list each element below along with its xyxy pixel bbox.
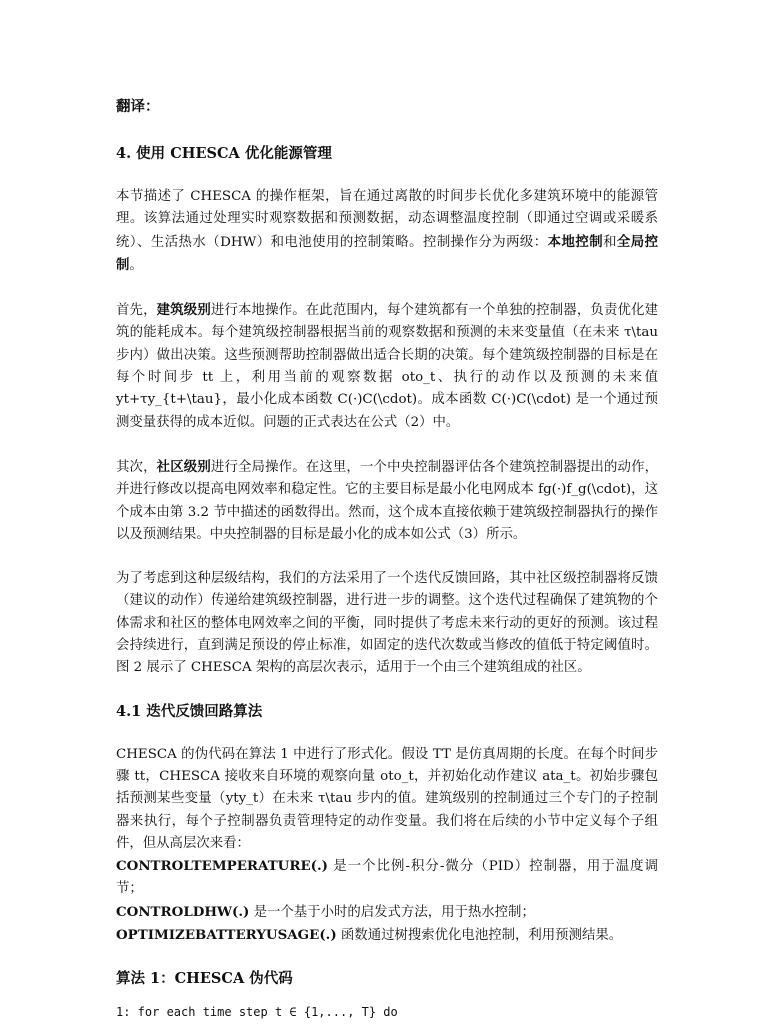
paragraph-4: 为了考虑到这种层级结构，我们的方法采用了一个迭代反馈回路，其中社区级控制器将反馈（建议的动作）传递给建筑级控制器，进行进一步的调整。这个迭代过程确保了建筑物的个体需求和社区的整体电网效率之间的平衡，同时提供了考虑未来行动的更好的预测。该过程会持续进行，直到满足预设的停止标准，如固定的迭代次数或当修改的值低于特定阈值时。图 2 展示了 CHESCA 架构的高层次表示，适用于一个由三个建筑组成的社区。 — [116, 571, 658, 676]
paragraph-1 — [116, 186, 658, 277]
global-control-term: 全局控制 — [116, 233, 659, 273]
conjunction: 和 — [603, 234, 617, 250]
paragraph-3-pre: 其次， — [116, 459, 157, 475]
algorithm-line-1: 1: for each time step t ∈ {1,..., T} do — [116, 1005, 398, 1020]
section-4-1-title: 4.1 迭代反馈回路算法 — [116, 702, 263, 720]
paragraph-2 — [116, 299, 658, 434]
paragraph-1-text: 本节描述了 CHESCA 的操作框架，旨在通过离散的时间步长优化多建筑环境中的能源管理。该算法通过处理实时观察数据和预测数据，动态调整温度控制（即通过空调或采暖系统）、生活热水（DHW）和电池使用的控制策略。控制操作分为两级： — [116, 189, 658, 250]
function-control-temperature-desc: 是一个比例-积分-微分（PID）控制器，用于温度调节； — [116, 859, 658, 897]
paragraph-2-text: 进行本地操作。在此范围内，每个建筑都有一个单独的控制器，负责优化建筑的能耗成本。每个建筑级控制器根据当前的观察数据和预测的未来变量值（在未来 τ\tau 步内）做出决策。这些预测帮助控制器做出适合长期的决策。每个建筑级控制器的目标是在每个时间步 tt 上，利用当前的观察数据 oto_t、执行的动作以及预测的未来值 yt+τy_{t+\tau}，最小化成本函数 C(·)C(\cdot)。成本函数 C(·)C(\cdot) 是一个通过预测变量获得的成本近似。问题的正式表达在公式（2）中。 — [116, 303, 659, 430]
algorithm-title: 算法 1：CHESCA 伪代码 — [116, 970, 293, 988]
community-level-term: 社区级别 — [156, 458, 211, 475]
paragraph-5 — [116, 744, 658, 948]
section-4-title: 4. 使用 CHESCA 优化能源管理 — [116, 145, 332, 162]
function-control-dhw-desc: 是一个基于小时的启发式方法，用于热水控制； — [249, 904, 535, 920]
paragraph-5-text: CHESCA 的伪代码在算法 1 中进行了形式化。假设 TT 是仿真周期的长度。在每个时间步骤 tt，CHESCA 接收来自环境的观察向量 oto_t，并初始化动作建议 ata_t。初始步骤包括预测某些变量（yty_t）在未来 τ\tau 步内的值。建筑级别的控制通过三个专门的子控制器来执行，每个子控制器负责管理特定的动作变量。我们将在后续的小节中定义每个子组件，但从高层次来看： — [116, 746, 658, 851]
local-control-term: 本地控制 — [547, 233, 604, 250]
building-level-term: 建筑级别 — [156, 302, 211, 319]
function-optimize-battery: OPTIMIZEBATTERYUSAGE(.) — [116, 927, 337, 944]
translation-label: 翻译： — [116, 98, 160, 115]
function-control-temperature: CONTROLTEMPERATURE(.) — [116, 858, 329, 875]
function-optimize-battery-desc: 函数通过树搜索优化电池控制，利用预测结果。 — [336, 928, 623, 944]
paragraph-2-pre: 首先， — [116, 303, 157, 319]
paragraph-3 — [116, 456, 658, 546]
paragraph-3-text: 进行全局操作。在这里，一个中央控制器评估各个建筑控制器提出的动作，并进行修改以提高电网效率和稳定性。它的主要目标是最小化电网成本 fg(·)f_g(\cdot)，这个成本由第 3.2 节中描述的函数得出。然而，这个成本直接依赖于建筑级控制器执行的操作以及预测结果。中央控制器的目标是最小化的成本如公式（3）所示。 — [116, 459, 659, 542]
function-control-dhw: CONTROLDHW(.) — [116, 903, 250, 920]
paragraph-1-end: 。 — [129, 257, 143, 273]
